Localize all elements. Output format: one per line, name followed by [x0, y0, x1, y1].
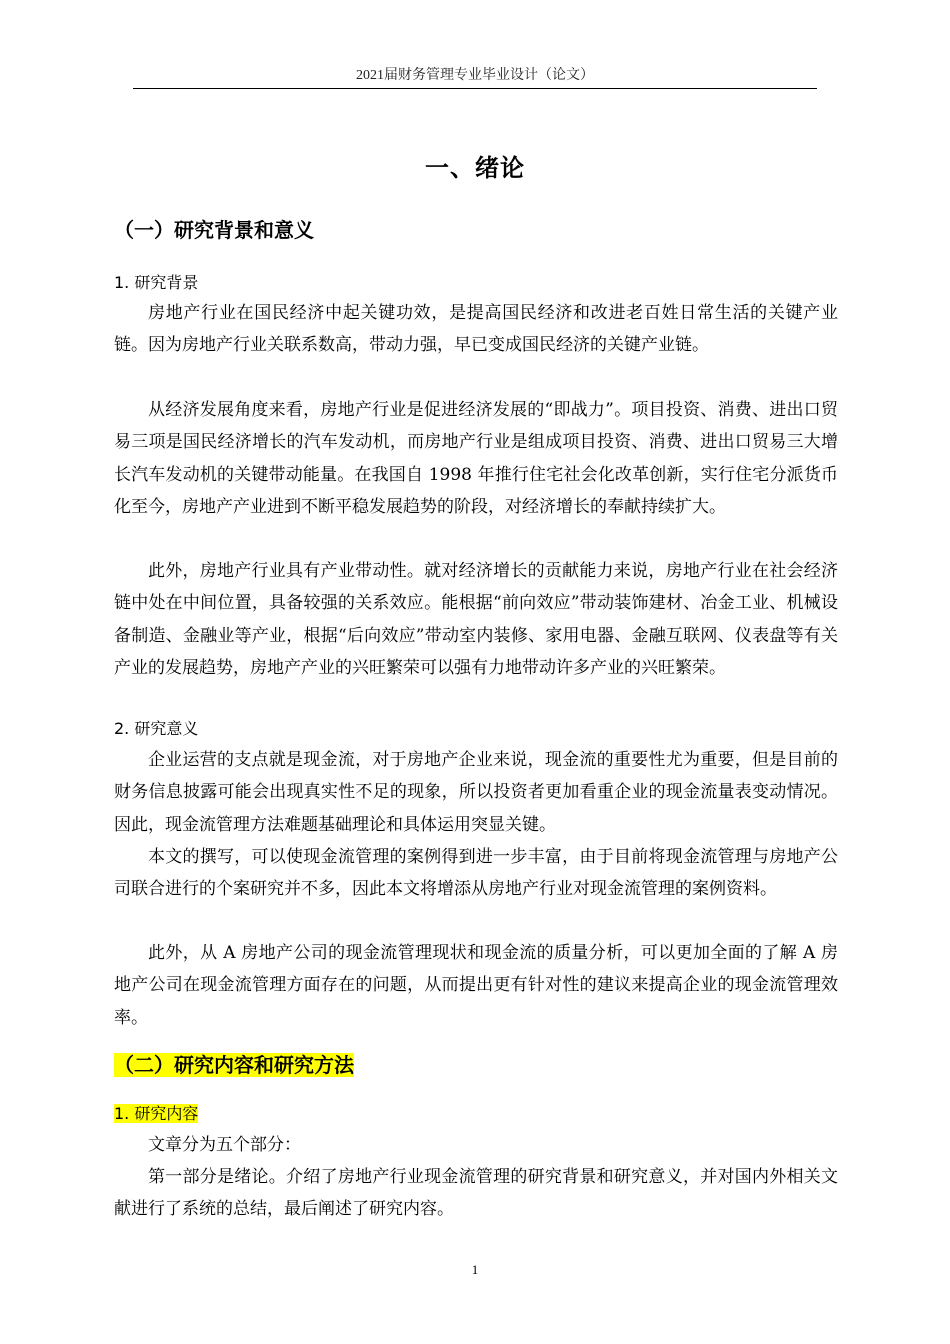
- paragraph: 此外，房地产行业具有产业带动性。就对经济增长的贡献能力来说，房地产行业在社会经济链中处在中间位置，具备较强的关系效应。能根据“前向效应”带动装饰建材、冶金工业、机械设备制造、金融业等产业，根据“后向效应”带动室内装修、家用电器、金融互联网、仪表盘等有关产业的发展趋势，房地产产业的兴旺繁荣可以强有力地带动许多产业的兴旺繁荣。: [114, 561, 838, 678]
- chapter-title: 一、绪论: [425, 154, 525, 182]
- paragraph: 从经济发展角度来看，房地产行业是促进经济发展的“即战力”。项目投资、消费、进出口贸易三项是国民经济增长的汽车发动机，而房地产行业是组成项目投资、消费、进出口贸易三大增长汽车发动机的关键带动能量。在我国自 1998 年推行住宅社会化改革创新，实行住宅分派货币化至今，房地产产业进到不断平稳发展趋势的阶段，对经济增长的奉献持续扩大。: [114, 400, 838, 517]
- section-heading-background: （一）研究背景和意义: [114, 218, 314, 242]
- paragraph: 本文的撰写，可以使现金流管理的案例得到进一步丰富，由于目前将现金流管理与房地产公司联合进行的个案研究并不多，因此本文将增添从房地产行业对现金流管理的案例资料。: [114, 847, 838, 900]
- paragraph: 文章分为五个部分：: [148, 1135, 301, 1155]
- paragraph: 第一部分是绪论。介绍了房地产行业现金流管理的研究背景和研究意义，并对国内外相关文献进行了系统的总结，最后阐述了研究内容。: [114, 1167, 838, 1220]
- subsection-heading-research-background: 1. 研究背景: [114, 273, 199, 292]
- subsection-heading-research-content: [114, 1102, 198, 1126]
- header-rule: [133, 88, 817, 89]
- page-number: 1: [471, 1262, 479, 1277]
- running-header: 2021届财务管理专业毕业设计（论文）: [356, 68, 594, 83]
- paragraph: 企业运营的支点就是现金流，对于房地产企业来说，现金流的重要性尤为重要，但是目前的财务信息披露可能会出现真实性不足的现象，所以投资者更加看重企业的现金流量表变动情况。因此，现金流管理方法难题基础理论和具体运用突显关键。: [114, 750, 838, 835]
- paragraph: 此外，从 A 房地产公司的现金流管理现状和现金流的质量分析，可以更加全面的了解 A 房地产公司在现金流管理方面存在的问题，从而提出更有针对性的建议来提高企业的现金流管理效率。: [114, 943, 838, 1028]
- highlighted-text: 1. 研究内容: [114, 1104, 199, 1123]
- subsection-heading-research-significance: 2. 研究意义: [114, 719, 199, 738]
- section-heading-content-methods: [114, 1050, 354, 1080]
- paragraph: 房地产行业在国民经济中起关键功效，是提高国民经济和改进老百姓日常生活的关键产业链。因为房地产行业关联系数高，带动力强，早已变成国民经济的关键产业链。: [114, 303, 838, 356]
- highlighted-text: （二）研究内容和研究方法: [114, 1053, 354, 1077]
